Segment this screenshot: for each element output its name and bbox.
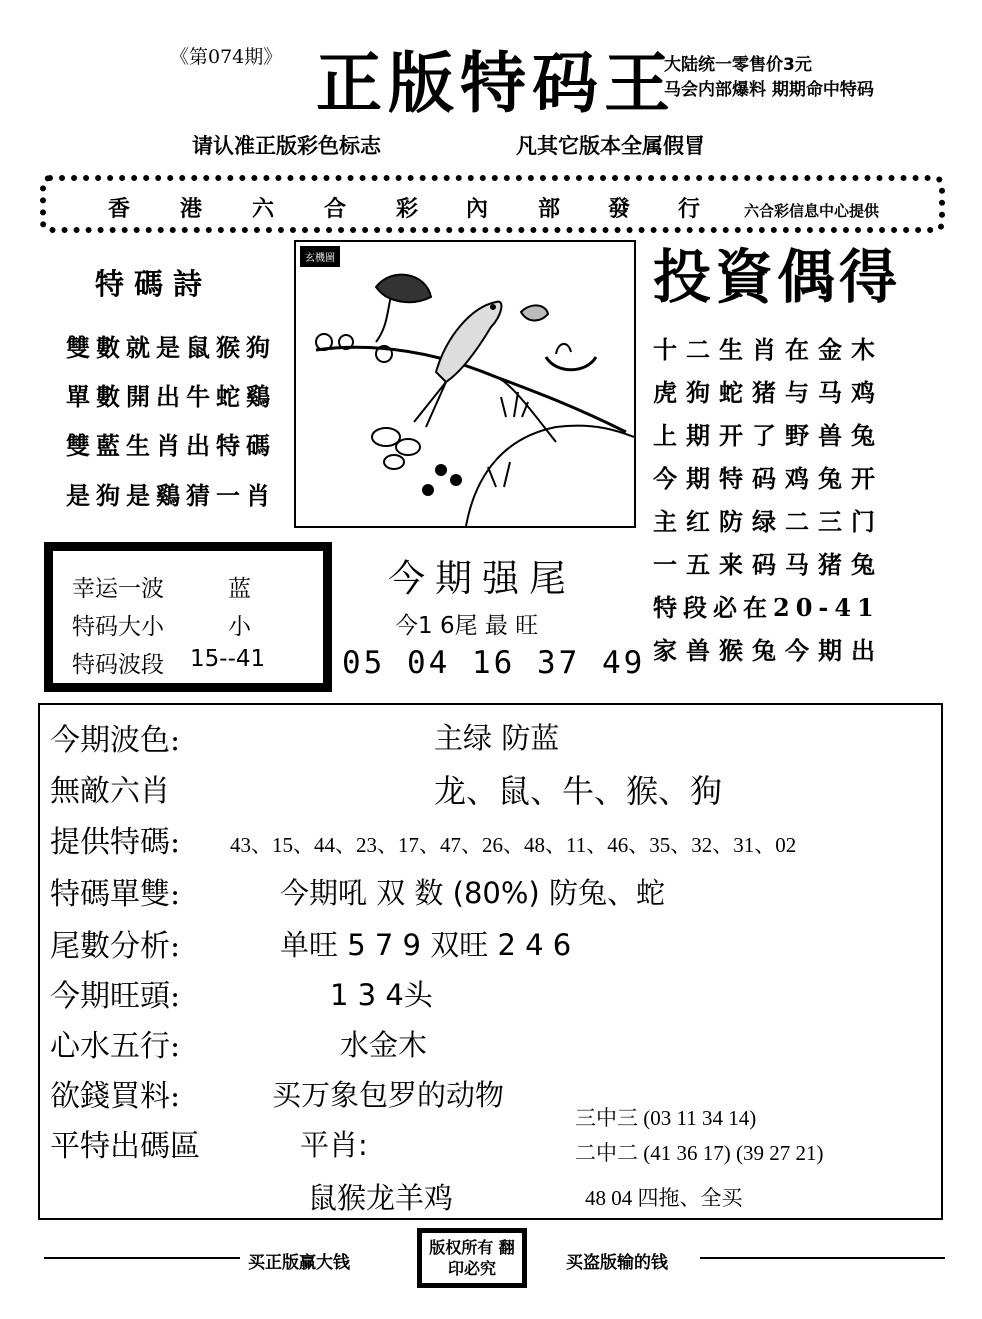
footer-right-text: 买盗版输的钱 [566,1253,668,1273]
six-zodiac-label: 無敵六肖 [50,774,170,809]
bird-drawing [296,242,634,526]
invest-line: 特段必在20-41 [653,593,880,622]
page-title: 正版特码王 [316,44,676,122]
invest-line: 今期特码鸡兔开 [653,464,884,493]
color-value: 主绿 防蓝 [434,721,560,755]
two-of-two: 二中二 (41 36 17) (39 27 21) [575,1141,824,1165]
fake-warning: 凡其它版本全属假冒 [516,134,705,158]
publisher-char: 部 [538,196,561,222]
publisher-char: 彩 [396,196,419,222]
invest-line: 虎狗蛇猪与马鸡 [653,378,884,407]
provide-label: 提供特碼: [50,825,181,860]
provide-value: 43、15、44、23、17、47、26、48、11、46、35、32、31、02 [230,833,797,857]
invest-line: 一五来码马猪兔 [653,550,884,579]
tail-label: 尾數分析: [50,929,181,964]
color-label: 今期波色: [50,723,181,758]
authentic-notice: 请认准正版彩色标志 [192,134,381,158]
poem-line: 是狗是鷄猜一肖 [66,481,276,510]
provider-text: 六合彩信息中心提供 [744,202,880,220]
publisher-char: 六 [252,196,275,222]
poem-line: 單數開出牛蛇鷄 [66,382,276,411]
lucky-range-label: 特码波段 [72,652,164,678]
mystery-illustration [294,240,636,528]
lucky-size-label: 特码大小 [72,614,164,640]
publisher-char: 行 [678,196,701,222]
four-combo: 48 04 四拖、全买 [585,1186,743,1210]
invest-line: 十二生肖在金木 [653,335,884,364]
footer-divider-left [44,1257,240,1259]
copyright-badge: 版权所有 翻印必究 [417,1228,527,1288]
wuxing-label: 心水五行: [50,1029,181,1064]
odd-even-label: 特碼單雙: [50,877,181,912]
footer-divider-right [700,1257,945,1259]
poem-line: 雙數就是鼠猴狗 [66,333,276,362]
invest-line: 上期开了野兽兔 [653,421,884,450]
issue-number: 《第074期》 [170,46,283,68]
pingte-label: 平特出碼區 [50,1129,200,1164]
pingte-sub: 平肖: [300,1128,368,1162]
lucky-wave-label: 幸运一波 [72,576,164,602]
invest-title: 投資偶得 [653,243,902,311]
lucky-wave-value: 蓝 [228,576,251,602]
publisher-char: 香 [108,196,131,222]
lucky-size-value: 小 [228,614,251,640]
head-label: 今期旺頭: [50,979,181,1014]
strong-tail-numbers: 05 04 16 37 49 [342,645,646,681]
wuxing-value: 水金木 [340,1028,428,1062]
poem-line: 雙藍生肖出特碼 [66,431,276,460]
lucky-range-value: 15--41 [190,646,266,672]
publisher-char: 發 [608,196,631,222]
slogan-text: 马会内部爆料 期期命中特码 [664,80,874,100]
three-of-three: 三中三 (03 11 34 14) [575,1106,757,1130]
publisher-char: 內 [466,196,489,222]
footer-left-text: 买正版赢大钱 [248,1253,350,1273]
invest-line: 家兽猴兔今期出 [653,636,884,665]
poem-title: 特碼詩 [95,267,213,301]
odd-even-value: 今期吼 双 数 (80%) 防兔、蛇 [280,876,665,910]
publisher-char: 港 [180,196,203,222]
head-value: 1 3 4头 [330,978,433,1012]
six-zodiac-value: 龙、鼠、牛、猴、狗 [434,772,723,810]
pingte-zodiac: 鼠猴龙羊鸡 [308,1181,454,1215]
invest-line: 主红防绿二三门 [653,507,884,536]
publisher-char: 合 [324,196,347,222]
tail-value: 单旺 5 7 9 双旺 2 4 6 [280,928,572,962]
strong-tail-title: 今期强尾 [388,557,576,600]
strong-tail-sub: 今1 6尾 最 旺 [395,613,539,639]
buy-label: 欲錢買料: [50,1079,181,1114]
buy-value: 买万象包罗的动物 [272,1078,505,1112]
art-label: 玄機圖 [300,246,340,267]
price-text: 大陆统一零售价3元 [664,55,812,75]
